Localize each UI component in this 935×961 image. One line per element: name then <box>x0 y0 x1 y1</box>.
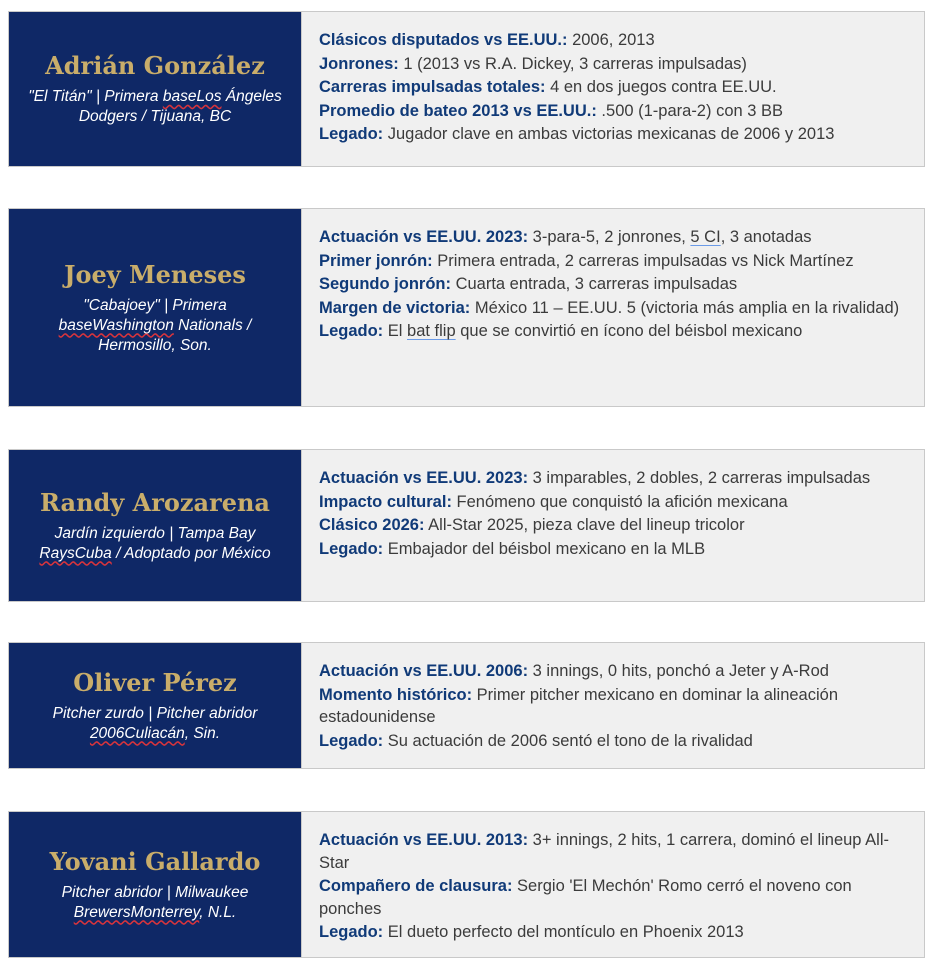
player-header <box>9 209 302 406</box>
stat-row <box>319 29 908 52</box>
subtitle-part: / Adoptado por México <box>111 544 271 562</box>
stat-row <box>319 730 908 753</box>
stat-value: Sergio 'El Mechón' Romo cerró el noveno con ponches <box>319 877 852 918</box>
stat-row <box>319 921 908 944</box>
stat-value: México 11 – EE.UU. 5 (victoria más amplia en la rivalidad) <box>470 298 900 317</box>
stat-row <box>319 76 908 99</box>
player-name: Joey Meneses <box>64 259 246 289</box>
stat-value: 1 (2013 vs R.A. Dickey, 3 carreras impulsadas) <box>398 54 747 73</box>
stat-label: Actuación vs EE.UU. 2023: <box>319 469 529 487</box>
stat-value: Primer pitcher mexicano en dominar la alineación estadounidense <box>319 685 839 726</box>
stat-value: Embajador del béisbol mexicano en la MLB <box>383 539 706 558</box>
player-subtitle <box>27 524 283 564</box>
player-name: Oliver Pérez <box>73 667 237 697</box>
player-header <box>9 450 302 601</box>
subtitle-misspelled: baseWashington <box>58 316 174 334</box>
stat-row <box>319 514 908 537</box>
stat-value: que se convirtió en ícono del béisbol mexicano <box>455 322 803 340</box>
stat-label: Legado: <box>319 923 384 941</box>
player-name: Yovani Gallardo <box>49 846 261 876</box>
stat-label: Impacto cultural: <box>319 492 452 511</box>
player-card-perez <box>8 642 925 769</box>
player-stats <box>302 12 924 166</box>
subtitle-misspelled: 2006Culiacán <box>89 724 185 742</box>
stat-row <box>319 320 908 343</box>
stat-label: Compañero de clausura: <box>319 877 513 895</box>
stat-label: Legado: <box>319 731 384 750</box>
player-card-gonzalez <box>8 11 925 167</box>
subtitle-part: , N.L. <box>199 903 237 921</box>
player-name: Randy Arozarena <box>40 487 270 517</box>
stat-row <box>319 491 908 514</box>
stat-label: Actuación vs EE.UU. 2013: <box>319 831 529 849</box>
subtitle-misspelled: RaysCuba <box>39 544 112 562</box>
stat-row <box>319 467 908 490</box>
player-stats <box>302 450 924 601</box>
stat-label: Actuación vs EE.UU. 2023: <box>319 228 529 246</box>
stat-value: All-Star 2025, pieza clave del lineup tricolor <box>424 516 745 534</box>
player-name: Adrián González <box>45 51 265 80</box>
subtitle-part: , Sin. <box>184 724 221 742</box>
player-card-meneses <box>8 208 925 407</box>
player-header <box>9 12 302 166</box>
stat-label: Margen de victoria: <box>319 298 471 317</box>
stat-row <box>319 53 908 76</box>
stat-value: El <box>383 322 408 340</box>
stat-row <box>319 297 908 320</box>
player-card-gallardo <box>8 811 925 958</box>
subtitle-part: Nationals / Hermosillo, Son. <box>98 316 252 354</box>
stat-label: Promedio de bateo 2013 vs EE.UU.: <box>319 101 597 120</box>
stat-value-underlined: bat flip <box>407 322 456 340</box>
stat-value: 3 innings, 0 hits, ponchó a Jeter y A-Rod <box>528 662 829 680</box>
stat-label: Legado: <box>319 322 384 340</box>
player-header <box>9 643 302 768</box>
subtitle-part: Jardín izquierdo | Tampa Bay <box>54 524 256 542</box>
player-subtitle <box>27 883 283 923</box>
stat-label: Clásicos disputados vs EE.UU.: <box>319 31 568 49</box>
subtitle-part: "El Titán" | Primera <box>28 88 163 105</box>
stat-row <box>319 100 908 123</box>
subtitle-part: Pitcher zurdo | Pitcher abridor <box>52 704 258 722</box>
player-stats <box>302 209 924 406</box>
stat-row <box>319 226 908 249</box>
stat-value: 3 imparables, 2 dobles, 2 carreras impulsadas <box>528 469 871 487</box>
stat-label: Carreras impulsadas totales: <box>319 78 546 96</box>
stat-row <box>319 684 908 729</box>
player-card-arozarena <box>8 449 925 602</box>
subtitle-part: "Cabajoey" | Primera <box>83 296 227 314</box>
stat-value: Jugador clave en ambas victorias mexicanas de 2006 y 2013 <box>383 125 835 143</box>
subtitle-part: Pitcher abridor | Milwaukee <box>61 883 249 901</box>
player-stats <box>302 643 924 768</box>
stat-label: Legado: <box>319 125 384 143</box>
player-subtitle <box>27 296 283 356</box>
player-subtitle <box>27 87 283 127</box>
stat-row <box>319 250 908 273</box>
stat-row <box>319 829 908 874</box>
stat-row <box>319 660 908 683</box>
stat-value: 3+ innings, 2 hits, 1 carrera, dominó el lineup All-Star <box>319 831 889 872</box>
stat-row <box>319 123 908 146</box>
stat-value-underlined: 5 CI <box>690 228 721 246</box>
stat-value: 2006, 2013 <box>567 31 655 49</box>
player-subtitle <box>27 704 283 744</box>
player-header <box>9 812 302 957</box>
stat-label: Segundo jonrón: <box>319 275 451 293</box>
stat-value: 4 en dos juegos contra EE.UU. <box>545 78 777 96</box>
stat-value: Cuarta entrada, 3 carreras impulsadas <box>450 275 738 293</box>
stat-label: Legado: <box>319 539 384 558</box>
subtitle-misspelled: baseLos <box>162 88 222 105</box>
stat-label: Actuación vs EE.UU. 2006: <box>319 662 529 680</box>
stat-row <box>319 538 908 561</box>
stat-value: , 3 anotadas <box>720 228 812 246</box>
stat-row <box>319 875 908 920</box>
stat-value: Fenómeno que conquistó la afición mexicana <box>451 492 788 511</box>
stat-value: Primera entrada, 2 carreras impulsadas vs Nick Martínez <box>432 251 854 270</box>
subtitle-part: Ángeles Dodgers / Tijuana, BC <box>78 88 282 125</box>
stat-label: Jonrones: <box>319 54 399 73</box>
stat-value: 3-para-5, 2 jonrones, <box>528 228 691 246</box>
player-stats <box>302 812 924 957</box>
stat-label: Clásico 2026: <box>319 516 425 534</box>
stat-value: El dueto perfecto del montículo en Phoenix 2013 <box>383 923 744 941</box>
stat-label: Primer jonrón: <box>319 251 433 270</box>
stat-row <box>319 273 908 296</box>
subtitle-misspelled: BrewersMonterrey <box>73 903 200 921</box>
stat-value: .500 (1-para-2) con 3 BB <box>596 101 784 120</box>
stat-value: Su actuación de 2006 sentó el tono de la rivalidad <box>383 731 753 750</box>
stat-label: Momento histórico: <box>319 685 473 704</box>
